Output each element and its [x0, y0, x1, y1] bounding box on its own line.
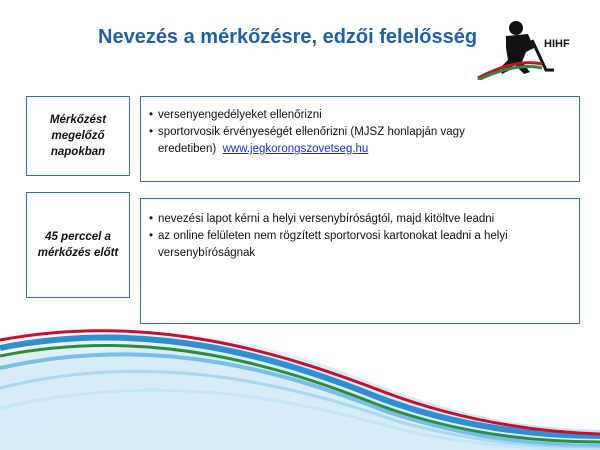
- bullet-item: • az online felületen nem rögzített sportorvosi kartonokat leadni a helyi versenybíróságnak: [149, 228, 571, 262]
- row-label-45-min-before: [26, 192, 130, 298]
- row-label-days-before: [26, 96, 130, 176]
- label-line: napokban: [50, 146, 106, 158]
- bullet-item: [149, 124, 571, 158]
- bullet-item: • nevezési lapot kérni a helyi versenybíróságtól, majd kitöltve leadni: [149, 211, 571, 228]
- bullet-text: sportorvosik érvényeségét ellenőrizni (MJSZ honlapján vagy eredetiben): [158, 126, 465, 155]
- row-content-days-before: [140, 96, 580, 182]
- slide-title: Nevezés a mérkőzésre, edzői felelősség: [98, 26, 478, 48]
- federation-link[interactable]: www.jegkorongszovetseg.hu: [222, 143, 369, 155]
- label-line: megelőző: [51, 130, 105, 142]
- row-content-45-min-before: [140, 198, 580, 324]
- logo-text: HIHF: [544, 38, 570, 50]
- label-line: Mérkőzést: [49, 114, 107, 126]
- label-line: mérkőzés előtt: [37, 247, 119, 259]
- wave-decoration: [0, 318, 600, 450]
- bullet-item: • versenyengedélyeket ellenőrizni: [149, 107, 571, 124]
- label-line: 45 perccel a: [45, 231, 111, 243]
